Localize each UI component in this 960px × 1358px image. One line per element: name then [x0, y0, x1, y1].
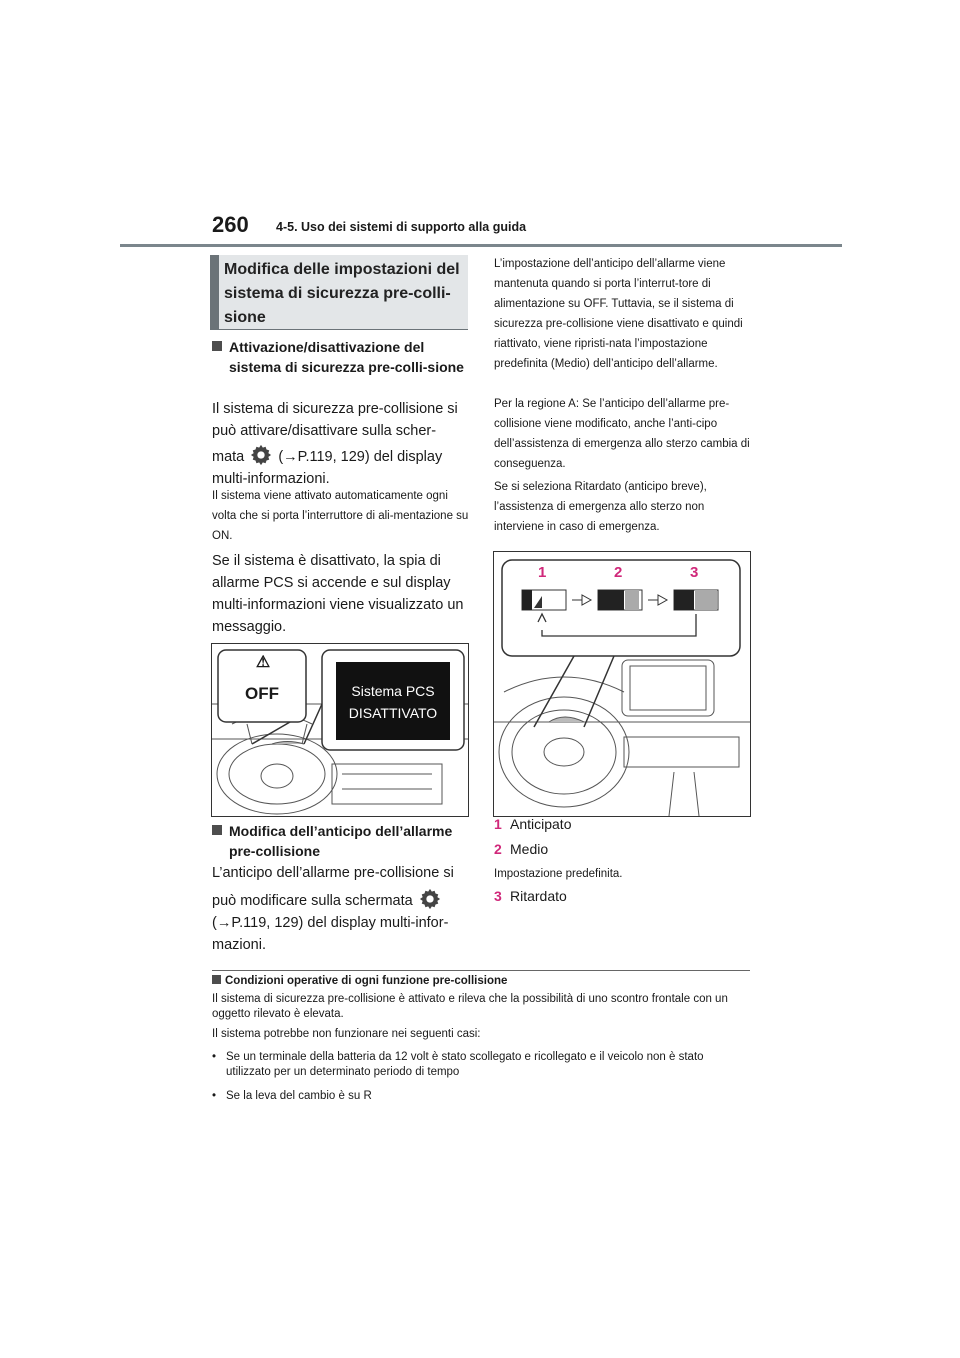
illustration-alarm-timing [493, 551, 751, 817]
p1-line-b-post: (→P.119, 129) del display [278, 449, 443, 465]
display-message-line1: Sistema PCS [351, 683, 435, 699]
heading-timing-text: Modifica dell’anticipo dell’allarme pre-collisione [229, 823, 453, 859]
p3-line-a: L’anticipo dell’allarme pre-collisione si [212, 865, 454, 881]
notes-bullet [212, 1050, 750, 1080]
illus-label-1: 1 [538, 564, 547, 581]
notes-heading-text: Condizioni operative di ogni funzione pre-collisione [225, 975, 508, 987]
list-item [494, 841, 750, 857]
display-message [336, 680, 450, 724]
right-paragraph-3: Se si seleziona Ritardato (anticipo breve), l’assistenza di emergenza allo sterzo non interviene in caso di emergenza. [494, 481, 707, 533]
square-bullet-icon [212, 975, 221, 984]
notes-divider [212, 970, 750, 971]
notes-heading [212, 974, 750, 989]
right-paragraph-2: Per la regione A: Se l’anticipo dell’allarme pre-collisione viene modificato, anche l’anti-cipo dell’assistenza di emergenza allo sterzo cambia di conseguenza. [494, 398, 750, 470]
right-paragraph-1: L’impostazione dell’anticipo dell’allarme viene mantenuta quando si porta l’interrut-tore di alimentazione su OFF. Tuttavia, se il sistema di sicurezza pre-collisione viene disattivato e quindi riattivato, viene ripristi-nata l’impostazione predefinita (Medio) dell’anticipo dell’allarme. [494, 258, 743, 370]
display-message-line2: DISATTIVATO [348, 705, 438, 721]
item-number: 2 [494, 841, 502, 857]
paragraph-activation [212, 398, 470, 490]
title-box-rule [210, 329, 468, 330]
p3-line-b: può modificare sulla schermata [212, 893, 413, 909]
item-note: Impostazione predefinita. [494, 868, 623, 880]
heading-activation [212, 337, 470, 377]
header-divider [120, 244, 842, 247]
notes-bullet-text: Se un terminale della batteria da 12 volt è stato scollegato e ricollegato e il veicolo non è stato utilizzato per un determinato periodo di tempo [226, 1051, 704, 1078]
pcs-warning-icon: ⚠ [255, 654, 271, 671]
square-bullet-icon [212, 825, 222, 835]
bars-medio [598, 590, 642, 610]
box-title: Modifica delle impostazioni del sistema di sicurezza pre-colli-sione [224, 261, 460, 326]
section-title: 4-5. Uso dei sistemi di supporto alla guida [276, 220, 527, 234]
gear-icon [419, 888, 441, 910]
notes-bullet [212, 1089, 750, 1104]
item-label: Medio [510, 841, 549, 857]
notes-paragraph-1: Il sistema di sicurezza pre-collisione è attivato e rileva che la possibilità di uno scontro frontale con un oggetto rilevato è elevata. [212, 993, 728, 1020]
off-label: OFF [245, 684, 279, 703]
p3-line-c: (→P.119, 129) del display multi-infor-mazioni. [212, 915, 449, 953]
list-item [494, 888, 750, 904]
illus-label-2: 2 [614, 564, 623, 581]
illustration-pcs-off [211, 643, 469, 817]
p1-line-a: Il sistema di sicurezza pre-collisione si può attivare/disattivare sulla scher- [212, 401, 458, 439]
note-activation: Il sistema viene attivato automaticamente ogni volta che si porta l’interruttore di ali-mentazione su ON. [212, 490, 469, 542]
item-label: Anticipato [510, 816, 572, 832]
item-label: Ritardato [510, 888, 567, 904]
heading-timing [212, 821, 470, 861]
notes-bullet-text: Se la leva del cambio è su R [226, 1090, 372, 1102]
square-bullet-icon [212, 341, 222, 351]
item-number: 1 [494, 816, 502, 832]
page-number: 260 [212, 212, 249, 237]
dashboard-illustration-2 [494, 552, 750, 816]
p1-line-b-pre: mata [212, 449, 245, 465]
paragraph-timing [212, 862, 470, 956]
list-item [494, 816, 750, 832]
gear-icon [250, 444, 272, 466]
p1-line-c: multi-informazioni. [212, 471, 330, 487]
bullet-dot-icon: • [212, 1090, 217, 1102]
paragraph-disabled: Se il sistema è disattivato, la spia di allarme PCS si accende e sul display multi-informazioni viene visualizzato un messaggio. [212, 553, 464, 635]
bars-anticipato [522, 590, 566, 610]
title-box-bar [210, 255, 219, 329]
bullet-dot-icon: • [212, 1051, 217, 1063]
item-number: 3 [494, 888, 502, 904]
illus-label-3: 3 [690, 564, 699, 581]
heading-activation-text: Attivazione/disattivazione del sistema di sicurezza pre-colli-sione [229, 339, 464, 375]
notes-paragraph-2: Il sistema potrebbe non funzionare nei seguenti casi: [212, 1028, 481, 1040]
bars-ritardato [674, 590, 718, 610]
